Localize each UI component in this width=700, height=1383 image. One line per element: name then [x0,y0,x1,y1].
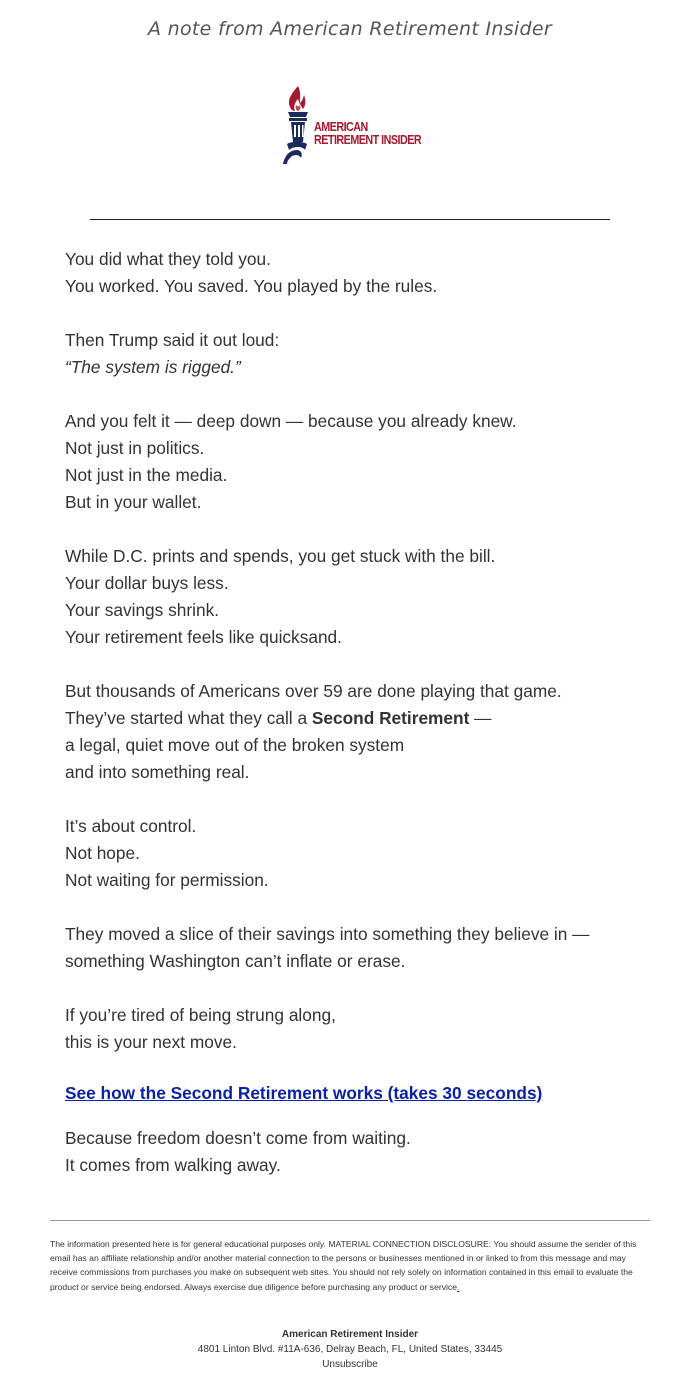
body-line: They moved a slice of their savings into something they believe in — [65,924,590,944]
disclaimer [50,1237,652,1294]
body-line: Your dollar buys less. [65,573,229,593]
body-line: You did what they told you. [65,249,271,269]
body-line: And you felt it — deep down — because you already knew. [65,411,517,431]
trump-quote: “The system is rigged.” [65,357,241,377]
second-retirement-emphasis: Second Retirement [311,708,470,728]
body-line: Your retirement feels like quicksand. [65,627,342,647]
disclaimer-text: The information presented here is for general educational purposes only. MATERIAL CONNECTION DISCLOSURE: You should assume the sender of this email has an affiliate relationship and/or another material connection to the persons or businesses mentioned in or linked to from this message and may receive commissions from purchases you make on subsequent web sites. You should not rely solely on information contained in this email to evaluate the product or service being endorsed. Always exercise due diligence before purchasing any product or service [50,1239,637,1292]
body-line: Not waiting for permission. [65,870,269,890]
body-line: While D.C. prints and spends, you get stuck with the bill. [65,546,496,566]
paragraph-2 [65,327,645,381]
second-retirement-link[interactable]: See how the Second Retirement works (takes 30 seconds) [65,1083,543,1103]
body-line: a legal, quiet move out of the broken system [65,735,405,755]
body-line: Then Trump said it out loud: [65,330,280,350]
closing-line: It comes from walking away. [65,1155,281,1175]
body-line: You worked. You saved. You played by the rules. [65,276,438,296]
footer-divider [50,1220,650,1221]
body-line: something Washington can’t inflate or erase. [65,951,406,971]
body-text-fragment: — [469,708,492,728]
paragraph-4 [65,543,645,651]
paragraph-3 [65,408,645,516]
paragraph-8 [65,1002,645,1056]
disclaimer-end: . [457,1281,460,1292]
paragraph-5 [65,678,645,786]
body-line: It’s about control. [65,816,197,836]
logo-line-1: AMERICAN [314,120,368,134]
footer-company: American Retirement Insider [281,1329,419,1340]
closing-line: Because freedom doesn’t come from waiting. [65,1128,411,1148]
logo-wordmark [314,121,421,147]
body-line: Not just in politics. [65,438,205,458]
body-line: this is your next move. [65,1032,237,1052]
body-line: But in your wallet. [65,492,202,512]
body-line: and into something real. [65,762,250,782]
body-line: Not just in the media. [65,465,228,485]
email-body [65,246,645,1083]
header-divider [90,219,610,220]
unsubscribe-link[interactable]: Unsubscribe [322,1359,378,1370]
paragraph-6 [65,813,645,894]
paragraph-7 [65,921,645,975]
logo-line-2: RETIREMENT INSIDER [314,133,422,147]
body-text-fragment: They’ve started what they call a [65,708,312,728]
closing-paragraph [65,1125,645,1179]
paragraph-1 [65,246,645,300]
header-note: A note from American Retirement Insider [148,18,552,40]
footer [0,1327,700,1372]
footer-address: 4801 Linton Blvd. #11A-636, Delray Beach, FL, United States, 33445 [197,1344,503,1355]
body-line: But thousands of Americans over 59 are done playing that game. [65,681,562,701]
brand-logo [281,84,421,166]
body-line: Your savings shrink. [65,600,220,620]
body-line: Not hope. [65,843,140,863]
body-line: If you’re tired of being strung along, [65,1005,336,1025]
body-line [65,705,645,732]
